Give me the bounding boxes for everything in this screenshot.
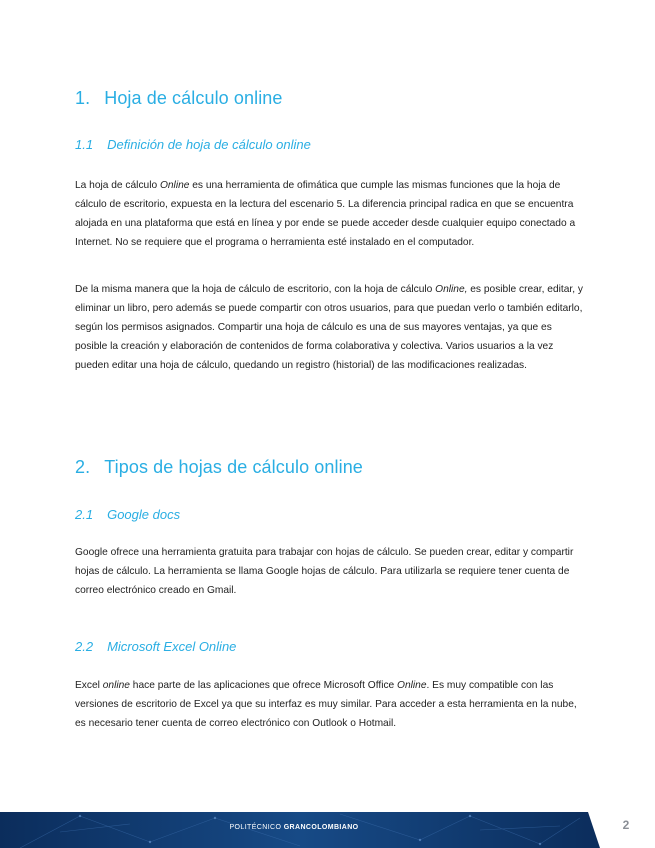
subsection-2-2-heading [75, 639, 236, 654]
section-2-number: 2. [75, 457, 91, 477]
paragraph-1-1-a: La hoja de cálculo Online es una herramienta de ofimática que cumple las mismas funciones que la hoja de cálculo de escritorio, expuesta en la lectura del escenario 5. La diferencia principal radica en que se encuentra alojada en una plataforma que está en línea y por ende se puede acceder desde cualquier equipo conectado a Internet. No se requiere que el programa o herramienta esté instalado en el computador. [75, 180, 576, 248]
section-1-number: 1. [75, 88, 91, 108]
subsection-1-1-number: 1.1 [75, 137, 94, 152]
subsection-2-2-title: Microsoft Excel Online [107, 639, 237, 654]
subsection-2-1-number: 2.1 [75, 507, 94, 522]
subsection-1-1-heading [75, 137, 311, 152]
subsection-2-1-heading [75, 507, 180, 522]
section-2-heading [75, 457, 363, 478]
section-1-heading [75, 88, 283, 109]
subsection-1-1-title: Definición de hoja de cálculo online [107, 137, 311, 152]
paragraph-1-1-b: De la misma manera que la hoja de cálculo de escritorio, con la hoja de cálculo Online, es posible crear, editar, y eliminar un libro, pero además se puede compartir con otros usuarios, para que puedan verlo o también editarlo, según los permisos asignados. Compartir una hoja de cálculo es una de sus mayores ventajas, ya que es posible la creación y elaboración de contenidos de forma colaborativa y colectiva. Varios usuarios a la vez pueden editar una hoja de cálculo, quedando un registro (historial) de las modificaciones realizadas. [75, 284, 583, 371]
footer-brand-text: POLITÉCNICO GRANCOLOMBIANO [229, 824, 359, 831]
subsection-2-1-title: Google docs [107, 507, 181, 522]
page-footer [0, 812, 655, 848]
paragraph-2-1: Google ofrece una herramienta gratuita para trabajar con hojas de cálculo. Se pueden crear, editar y compartir hojas de cálculo. La herramienta se llama Google hojas de cálculo. Para utilizarla se requiere tener cuenta de correo electrónico creado en Gmail. [75, 547, 574, 596]
section-1-title: Hoja de cálculo online [104, 88, 283, 108]
paragraph-2-2: Excel online hace parte de las aplicaciones que ofrece Microsoft Office Online. Es muy compatible con las versiones de escritorio de Excel ya que su interfaz es muy similar. Para acceder a esta herramienta en la nube, es necesario tener cuenta de correo electrónico con Outlook o Hotmail. [75, 680, 577, 729]
subsection-2-2-number: 2.2 [75, 639, 94, 654]
section-2-title: Tipos de hojas de cálculo online [104, 457, 363, 477]
page-number: 2 [622, 818, 630, 832]
